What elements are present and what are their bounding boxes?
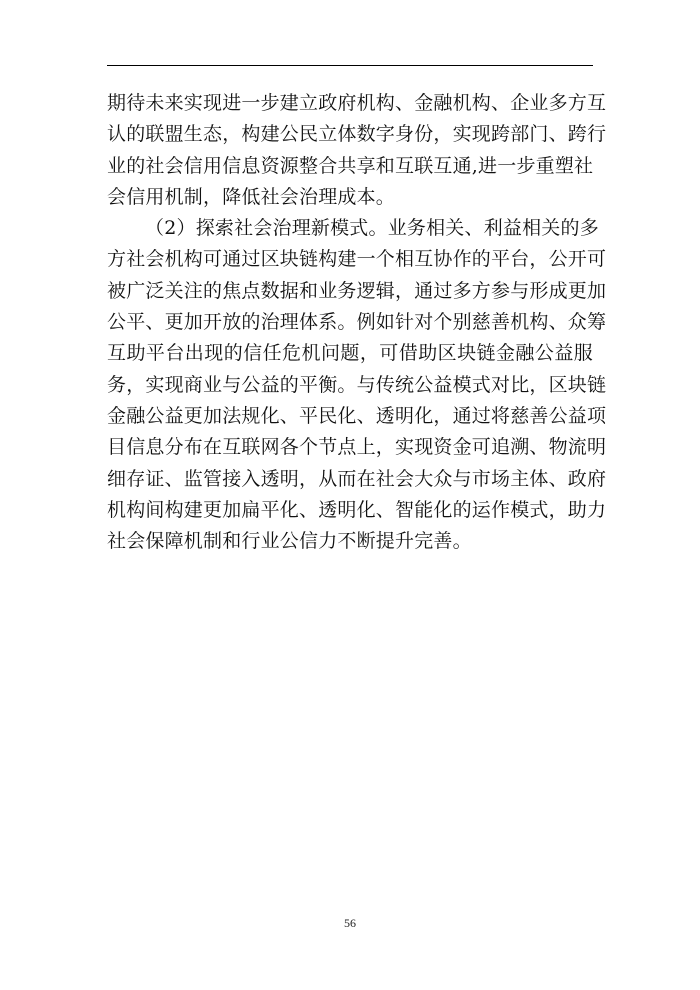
header-rule [107, 65, 593, 66]
body-text [107, 88, 607, 557]
text-line: 务，实现商业与公益的平衡。与传统公益模式对比，区块链 [107, 373, 607, 396]
text-line: 金融公益更加法规化、平民化、透明化，通过将慈善公益项 [107, 404, 607, 427]
text-line: 期待未来实现进一步建立政府机构、金融机构、企业多方互 [107, 92, 607, 114]
page-number: 56 [344, 916, 356, 930]
paragraph-1 [107, 88, 607, 213]
text-line: 目信息分布在互联网各个节点上，实现资金可追溯、物流明 [107, 436, 607, 459]
text-line: 被广泛关注的焦点数据和业务逻辑，通过多方参与形成更加 [107, 279, 607, 302]
text-line: 社会保障机制和行业公信力不断提升完善。 [107, 530, 472, 553]
text-line: 机构间构建更加扁平化、透明化、智能化的运作模式，助力 [107, 498, 607, 521]
text-line: 方社会机构可通过区块链构建一个相互协作的平台，公开可 [107, 248, 607, 271]
text-line: 公平、更加开放的治理体系。例如针对个别慈善机构、众筹 [107, 311, 607, 334]
text-line: 会信用机制，降低社会治理成本。 [107, 185, 396, 208]
text-line: 认的联盟生态，构建公民立体数字身份，实现跨部门、跨行 [107, 123, 607, 146]
text-line: 细存证、监管接入透明，从而在社会大众与市场主体、政府 [107, 467, 607, 490]
text-line: （2）探索社会治理新模式。业务相关、利益相关的多 [145, 217, 599, 240]
paragraph-2 [107, 213, 607, 557]
text-line: 业的社会信用信息资源整合共享和互联互通,进一步重塑社 [107, 154, 594, 177]
text-line: 互助平台出现的信任危机问题，可借助区块链金融公益服 [107, 342, 593, 365]
